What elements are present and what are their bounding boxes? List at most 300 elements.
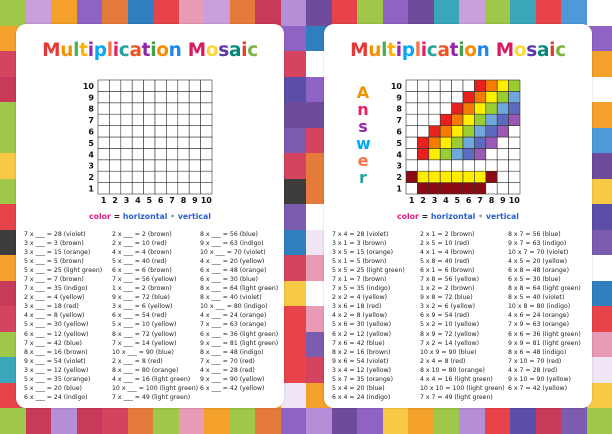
grid-cell[interactable] bbox=[178, 80, 189, 91]
equation-item: 6 x 1 = 6 (brown) bbox=[420, 267, 475, 275]
mosaic-tile bbox=[306, 0, 332, 26]
y-axis-label: 10 bbox=[82, 81, 94, 91]
equation-item: 6 x ___ = 24 (indigo) bbox=[24, 393, 88, 401]
mosaic-tile bbox=[281, 383, 307, 409]
y-axis-label: 3 bbox=[88, 161, 94, 171]
grid-cell[interactable] bbox=[201, 171, 212, 182]
grid-cell[interactable] bbox=[201, 148, 212, 159]
equation-item: 8 x 5 = 40 (violet) bbox=[508, 294, 565, 302]
answer-letter: n bbox=[357, 100, 369, 119]
grid-cell[interactable] bbox=[132, 126, 143, 137]
grid-cell[interactable] bbox=[109, 160, 120, 171]
mosaic-tile bbox=[51, 0, 77, 26]
grid-cell[interactable] bbox=[189, 126, 200, 137]
equation-item: 9 x ___ = 72 (blue) bbox=[112, 294, 170, 302]
equation-item: 9 x ___ = 63 (indigo) bbox=[200, 240, 264, 248]
x-axis-label: 5 bbox=[454, 196, 461, 205]
grid-cell bbox=[406, 171, 417, 182]
equation-item: 10 x 9 = 90 (blue) bbox=[420, 348, 477, 356]
grid-cell[interactable] bbox=[166, 171, 177, 182]
grid-cell[interactable] bbox=[109, 114, 120, 125]
grid-cell[interactable] bbox=[109, 91, 120, 102]
grid-cell[interactable] bbox=[155, 171, 166, 182]
title-letter: o bbox=[205, 40, 219, 61]
equation-item: 2 x 4 = 8 (red) bbox=[420, 357, 466, 365]
grid-cell[interactable] bbox=[189, 137, 200, 148]
legend-vertical: vertical bbox=[177, 212, 211, 221]
grid-cell[interactable] bbox=[132, 137, 143, 148]
grid-cell[interactable] bbox=[201, 126, 212, 137]
mosaic-tile bbox=[230, 408, 256, 434]
equation-item: 3 x ___ = 3 (brown) bbox=[24, 240, 84, 248]
x-axis-label: 3 bbox=[123, 196, 130, 205]
grid-cell[interactable] bbox=[189, 80, 200, 91]
legend-horizontal: horizontal bbox=[122, 212, 168, 221]
equation-item: 7 x 2 = 14 (yellow) bbox=[420, 339, 480, 347]
grid-cell[interactable] bbox=[121, 103, 132, 114]
mosaic-tile bbox=[128, 0, 154, 26]
grid-cell[interactable] bbox=[178, 183, 189, 194]
grid-cell[interactable] bbox=[166, 148, 177, 159]
grid-cell[interactable] bbox=[132, 91, 143, 102]
grid-cell[interactable] bbox=[189, 148, 200, 159]
mosaic-tile bbox=[153, 0, 179, 26]
x-axis-label: 1 bbox=[408, 196, 415, 205]
grid-cell[interactable] bbox=[144, 91, 155, 102]
grid-cell[interactable] bbox=[144, 183, 155, 194]
legend bbox=[324, 212, 592, 221]
grid-cell bbox=[486, 103, 497, 114]
title-letter: i bbox=[458, 40, 465, 61]
grid-cell[interactable] bbox=[166, 114, 177, 125]
grid-cell[interactable] bbox=[98, 114, 109, 125]
grid-cell[interactable] bbox=[98, 80, 109, 91]
equation-item: 8 x 8 = 64 (light green) bbox=[508, 285, 581, 293]
equation-item: 5 x 5 = 25 (light green) bbox=[332, 267, 405, 275]
grid-cell[interactable] bbox=[109, 183, 120, 194]
mosaic-tile bbox=[434, 408, 460, 434]
equation-item: 4 x ___ = 20 (yellow) bbox=[200, 258, 265, 266]
equation-item: 7 x ___ = 56 (yellow) bbox=[112, 276, 177, 284]
grid-cell[interactable] bbox=[121, 160, 132, 171]
grid-cell bbox=[440, 80, 451, 91]
y-axis-label: 5 bbox=[88, 138, 94, 148]
grid-cell bbox=[452, 183, 463, 194]
mosaic-tile bbox=[281, 204, 307, 230]
grid-cell bbox=[497, 160, 508, 171]
equation-item: 3 x 1 = 3 (brown) bbox=[332, 240, 387, 248]
mosaic-tile bbox=[179, 408, 205, 434]
equation-item: 6 x ___ = 36 (light green) bbox=[200, 330, 279, 338]
answer-letter: r bbox=[359, 168, 367, 187]
grid-cell bbox=[497, 126, 508, 137]
mosaic-tile bbox=[128, 408, 154, 434]
mosaic-tile bbox=[281, 332, 307, 358]
equation-item: 10 x ___ = 70 (violet) bbox=[200, 249, 266, 257]
equation-item: 3 x 5 = 15 (orange) bbox=[332, 249, 394, 257]
grid-cell bbox=[429, 126, 440, 137]
grid-cell bbox=[486, 148, 497, 159]
grid-cell[interactable] bbox=[98, 160, 109, 171]
grid-cell[interactable] bbox=[155, 126, 166, 137]
grid-cell[interactable] bbox=[98, 91, 109, 102]
grid-cell[interactable] bbox=[178, 114, 189, 125]
equation-item: 8 x ___ = 72 (yellow) bbox=[112, 330, 177, 338]
y-axis-label: 10 bbox=[390, 81, 402, 91]
grid-cell bbox=[452, 137, 463, 148]
mosaic-tile bbox=[255, 0, 281, 26]
equation-list bbox=[24, 230, 280, 402]
equation-item: 10 x 10 = 100 (light green) bbox=[420, 384, 505, 392]
grid-cell[interactable] bbox=[155, 80, 166, 91]
grid-cell bbox=[440, 114, 451, 125]
equation-item: 6 x ___ = 48 (orange) bbox=[200, 267, 267, 275]
title-letter: t bbox=[387, 40, 396, 61]
grid-cell[interactable] bbox=[155, 148, 166, 159]
grid-cell[interactable] bbox=[98, 103, 109, 114]
y-axis-label: 7 bbox=[396, 116, 402, 126]
equation-item: 7 x 5 = 35 (indigo) bbox=[332, 285, 391, 293]
x-axis-label: 8 bbox=[488, 196, 495, 205]
mosaic-tile bbox=[77, 408, 103, 434]
x-axis-label: 3 bbox=[431, 196, 438, 205]
equation-item: 1 x ___ = 2 (brown) bbox=[112, 285, 172, 293]
grid-cell bbox=[486, 160, 497, 171]
grid-cell bbox=[486, 126, 497, 137]
mosaic-tile bbox=[357, 0, 383, 26]
grid-cell[interactable] bbox=[178, 126, 189, 137]
grid-cell bbox=[486, 183, 497, 194]
grid-cell bbox=[440, 171, 451, 182]
mosaic-tile bbox=[153, 408, 179, 434]
mosaic-tile bbox=[0, 408, 26, 434]
grid-cell[interactable] bbox=[144, 171, 155, 182]
equation-item: 7 x ___ = 42 (blue) bbox=[24, 339, 82, 347]
answer-letter: A bbox=[356, 83, 370, 102]
equation-item: 7 x 9 = 63 (orange) bbox=[508, 321, 570, 329]
equation-item: 4 x ___ = 16 (light green) bbox=[112, 375, 191, 383]
equation-column bbox=[112, 230, 200, 402]
grid-cell[interactable] bbox=[98, 148, 109, 159]
mosaic-tile bbox=[408, 408, 434, 434]
grid-cell[interactable] bbox=[109, 171, 120, 182]
grid-cell[interactable] bbox=[144, 148, 155, 159]
grid-cell[interactable] bbox=[178, 160, 189, 171]
y-axis-label: 2 bbox=[88, 173, 94, 183]
grid-cell[interactable] bbox=[201, 114, 212, 125]
mosaic-tile bbox=[26, 408, 52, 434]
grid-cell[interactable] bbox=[121, 171, 132, 182]
grid-cell[interactable] bbox=[132, 148, 143, 159]
equation-item: 10 x ___ = 80 (indigo) bbox=[200, 303, 268, 311]
grid-cell bbox=[497, 183, 508, 194]
grid-cell[interactable] bbox=[189, 183, 200, 194]
grid-cell[interactable] bbox=[98, 137, 109, 148]
grid-cell[interactable] bbox=[98, 171, 109, 182]
grid-cell[interactable] bbox=[166, 80, 177, 91]
grid-cell bbox=[497, 137, 508, 148]
grid-cell bbox=[452, 91, 463, 102]
grid-cell[interactable] bbox=[189, 160, 200, 171]
mosaic-tile bbox=[77, 0, 103, 26]
grid-cell[interactable] bbox=[144, 137, 155, 148]
grid-cell[interactable] bbox=[144, 160, 155, 171]
grid-cell bbox=[497, 171, 508, 182]
grid-cell[interactable] bbox=[178, 91, 189, 102]
grid-cell[interactable] bbox=[132, 171, 143, 182]
grid-cell[interactable] bbox=[121, 183, 132, 194]
mosaic-tile bbox=[434, 0, 460, 26]
grid-cell bbox=[417, 137, 428, 148]
title-letter: M bbox=[495, 40, 514, 61]
grid-cell bbox=[474, 148, 485, 159]
grid-cell[interactable] bbox=[144, 80, 155, 91]
grid-cell bbox=[463, 114, 474, 125]
grid-cell[interactable] bbox=[155, 137, 166, 148]
grid-cell[interactable] bbox=[201, 183, 212, 194]
grid-cell bbox=[497, 80, 508, 91]
grid-cell bbox=[463, 183, 474, 194]
grid-cell bbox=[452, 126, 463, 137]
grid-cell[interactable] bbox=[144, 126, 155, 137]
y-axis-label: 2 bbox=[396, 173, 402, 183]
grid-cell[interactable] bbox=[178, 171, 189, 182]
grid-cell[interactable] bbox=[166, 103, 177, 114]
legend bbox=[16, 212, 284, 221]
mosaic-tile bbox=[281, 230, 307, 256]
equation-column bbox=[508, 230, 588, 402]
y-axis-label: 6 bbox=[88, 127, 94, 137]
empty-grid[interactable] bbox=[16, 24, 284, 224]
grid-cell bbox=[463, 148, 474, 159]
grid-cell[interactable] bbox=[132, 80, 143, 91]
mosaic-tile bbox=[510, 408, 536, 434]
grid-cell[interactable] bbox=[155, 91, 166, 102]
grid-cell[interactable] bbox=[178, 137, 189, 148]
grid-cell bbox=[474, 183, 485, 194]
x-axis-label: 6 bbox=[465, 196, 472, 205]
grid-cell[interactable] bbox=[109, 137, 120, 148]
equation-item: 5 x 6 = 30 (yellow) bbox=[332, 321, 392, 329]
grid-cell bbox=[497, 91, 508, 102]
equation-item: 2 x ___ = 10 (red) bbox=[112, 240, 167, 248]
y-axis-label: 9 bbox=[396, 93, 402, 103]
grid-cell[interactable] bbox=[201, 160, 212, 171]
mosaic-tile bbox=[281, 408, 307, 434]
grid-cell[interactable] bbox=[109, 126, 120, 137]
y-axis-label: 9 bbox=[88, 93, 94, 103]
mosaic-tile bbox=[536, 408, 562, 434]
title-letter: l bbox=[381, 40, 388, 61]
equation-item: 7 x ___ = 7 (brown) bbox=[24, 276, 84, 284]
grid-cell[interactable] bbox=[121, 137, 132, 148]
title-letter: o bbox=[464, 40, 477, 61]
title-letter: t bbox=[449, 40, 459, 61]
grid-cell bbox=[429, 160, 440, 171]
equation-item: 4 x 2 = 8 (yellow) bbox=[332, 312, 388, 320]
grid-cell bbox=[463, 91, 474, 102]
grid-cell[interactable] bbox=[132, 103, 143, 114]
grid-cell bbox=[509, 114, 520, 125]
grid-cell bbox=[452, 114, 463, 125]
grid-cell bbox=[417, 148, 428, 159]
grid-cell bbox=[497, 103, 508, 114]
grid-cell[interactable] bbox=[189, 91, 200, 102]
title-letter: l bbox=[73, 40, 80, 61]
legend-eq: = bbox=[110, 212, 123, 221]
grid-cell[interactable] bbox=[121, 91, 132, 102]
equation-item: 7 x 7 = 49 (light green) bbox=[420, 393, 493, 401]
title-letter: p bbox=[401, 40, 415, 61]
grid-cell[interactable] bbox=[121, 114, 132, 125]
equation-item: 6 x ___ = 30 (blue) bbox=[200, 276, 258, 284]
grid-cell bbox=[452, 80, 463, 91]
grid-cell[interactable] bbox=[144, 114, 155, 125]
grid-cell[interactable] bbox=[155, 160, 166, 171]
title-letter: o bbox=[513, 40, 527, 61]
grid-cell[interactable] bbox=[132, 183, 143, 194]
mosaic-tile bbox=[459, 0, 485, 26]
x-axis-label: 7 bbox=[169, 196, 175, 205]
grid-cell bbox=[452, 160, 463, 171]
equation-item: 6 x 4 = 24 (indigo) bbox=[332, 393, 391, 401]
legend-horizontal: horizontal bbox=[430, 212, 476, 221]
title-letter: c bbox=[555, 40, 566, 61]
equation-item: 9 x 10 = 90 (yellow) bbox=[508, 375, 571, 383]
equation-item: 6 x 6 = 36 (light green) bbox=[508, 330, 581, 338]
grid-cell[interactable] bbox=[166, 126, 177, 137]
equation-item: 8 x 6 = 48 (indigo) bbox=[508, 348, 567, 356]
equation-item: 6 x ___ = 12 (yellow) bbox=[24, 330, 89, 338]
grid-cell[interactable] bbox=[144, 103, 155, 114]
grid-cell[interactable] bbox=[166, 160, 177, 171]
title-letter: i bbox=[150, 40, 157, 61]
grid-cell[interactable] bbox=[166, 91, 177, 102]
grid-cell[interactable] bbox=[189, 103, 200, 114]
equation-item: 4 x ___ = 8 (yellow) bbox=[24, 312, 85, 320]
grid-cell[interactable] bbox=[155, 183, 166, 194]
equation-item: 2 x ___ = 2 (brown) bbox=[112, 231, 172, 238]
grid-cell[interactable] bbox=[155, 103, 166, 114]
grid-cell[interactable] bbox=[166, 137, 177, 148]
equation-item: 4 x ___ = 24 (orange) bbox=[200, 312, 267, 320]
mosaic-tile bbox=[255, 408, 281, 434]
equation-item: 3 x ___ = 6 (yellow) bbox=[112, 303, 173, 311]
grid-cell[interactable] bbox=[121, 148, 132, 159]
title-letter: p bbox=[93, 40, 107, 61]
grid-cell[interactable] bbox=[189, 114, 200, 125]
title-letter: a bbox=[228, 40, 242, 61]
y-axis-label: 5 bbox=[396, 138, 402, 148]
grid-cell bbox=[406, 91, 417, 102]
grid-cell[interactable] bbox=[109, 103, 120, 114]
grid-cell bbox=[463, 103, 474, 114]
mosaic-tile bbox=[587, 0, 612, 26]
title-letter: M bbox=[350, 40, 369, 61]
grid-cell bbox=[474, 171, 485, 182]
grid-cell[interactable] bbox=[201, 137, 212, 148]
equation-item: 7 x ___ = 63 (orange) bbox=[200, 321, 267, 329]
grid-cell bbox=[509, 148, 520, 159]
equation-item: 8 x 2 = 16 (brown) bbox=[332, 348, 391, 356]
equation-item: 7 x 1 = 7 (brown) bbox=[332, 276, 387, 284]
mosaic-tile bbox=[332, 0, 358, 26]
grid-cell bbox=[417, 126, 428, 137]
grid-cell[interactable] bbox=[201, 91, 212, 102]
grid-cell bbox=[429, 114, 440, 125]
mosaic-tile bbox=[26, 0, 52, 26]
grid-cell[interactable] bbox=[121, 80, 132, 91]
y-axis-label: 1 bbox=[88, 184, 94, 194]
equation-item: 5 x ___ = 30 (yellow) bbox=[24, 321, 89, 329]
x-axis-label: 9 bbox=[500, 196, 506, 205]
equation-item: 7 x ___ = 70 (red) bbox=[200, 357, 255, 365]
equation-item: 8 x 7 = 56 (blue) bbox=[508, 231, 561, 238]
grid-cell[interactable] bbox=[98, 183, 109, 194]
grid-cell[interactable] bbox=[109, 80, 120, 91]
equation-item: 5 x ___ = 20 (blue) bbox=[24, 384, 82, 392]
x-axis-label: 2 bbox=[112, 196, 118, 205]
equation-item: 7 x 4 = 28 (violet) bbox=[332, 231, 389, 238]
equation-item: 9 x 7 = 63 (indigo) bbox=[508, 240, 567, 248]
grid-cell[interactable] bbox=[132, 114, 143, 125]
equation-item: 8 x ___ = 16 (brown) bbox=[24, 348, 88, 356]
mosaic-tile bbox=[281, 128, 307, 154]
x-axis-label: 4 bbox=[135, 196, 141, 205]
grid-cell bbox=[463, 137, 474, 148]
grid-cell bbox=[417, 183, 428, 194]
grid-cell[interactable] bbox=[109, 148, 120, 159]
mosaic-tile bbox=[281, 0, 307, 26]
grid-cell[interactable] bbox=[155, 114, 166, 125]
mosaic-tile bbox=[102, 408, 128, 434]
title-letter: a bbox=[129, 40, 142, 61]
grid-cell[interactable] bbox=[166, 183, 177, 194]
equation-item: 4 x ___ = 28 (red) bbox=[200, 366, 255, 374]
equation-item: 8 x ___ = 48 (indigo) bbox=[200, 348, 264, 356]
answer-letter: e bbox=[357, 151, 369, 170]
grid-cell bbox=[452, 103, 463, 114]
grid-cell[interactable] bbox=[178, 103, 189, 114]
grid-cell[interactable] bbox=[98, 126, 109, 137]
grid-cell[interactable] bbox=[189, 171, 200, 182]
mosaic-tile bbox=[459, 408, 485, 434]
grid-cell[interactable] bbox=[132, 160, 143, 171]
grid-cell[interactable] bbox=[121, 126, 132, 137]
equation-item: 10 x 7 = 70 (violet) bbox=[508, 249, 569, 257]
grid-cell bbox=[417, 103, 428, 114]
x-axis-label: 10 bbox=[200, 196, 212, 205]
equation-item: 8 x ___ = 80 (orange) bbox=[112, 366, 179, 374]
grid-cell bbox=[486, 114, 497, 125]
equation-item: 1 x 2 = 2 (brown) bbox=[420, 285, 475, 293]
worksheet-card bbox=[16, 24, 284, 408]
equation-item: 9 x 8 = 72 (blue) bbox=[420, 294, 473, 302]
title-letter: l bbox=[106, 40, 113, 61]
grid-cell[interactable] bbox=[178, 148, 189, 159]
grid-cell bbox=[509, 103, 520, 114]
equation-column bbox=[200, 230, 280, 402]
grid-cell bbox=[497, 114, 508, 125]
equation-item: 2 x 5 = 10 (red) bbox=[420, 240, 470, 248]
grid-cell bbox=[474, 126, 485, 137]
equation-item: 5 x ___ = 25 (light green) bbox=[24, 267, 103, 275]
equation-item: 3 x ___ = 18 (red) bbox=[24, 303, 79, 311]
grid-cell[interactable] bbox=[201, 103, 212, 114]
grid-cell[interactable] bbox=[201, 80, 212, 91]
mosaic-tile bbox=[383, 408, 409, 434]
mosaic-tile bbox=[281, 281, 307, 307]
